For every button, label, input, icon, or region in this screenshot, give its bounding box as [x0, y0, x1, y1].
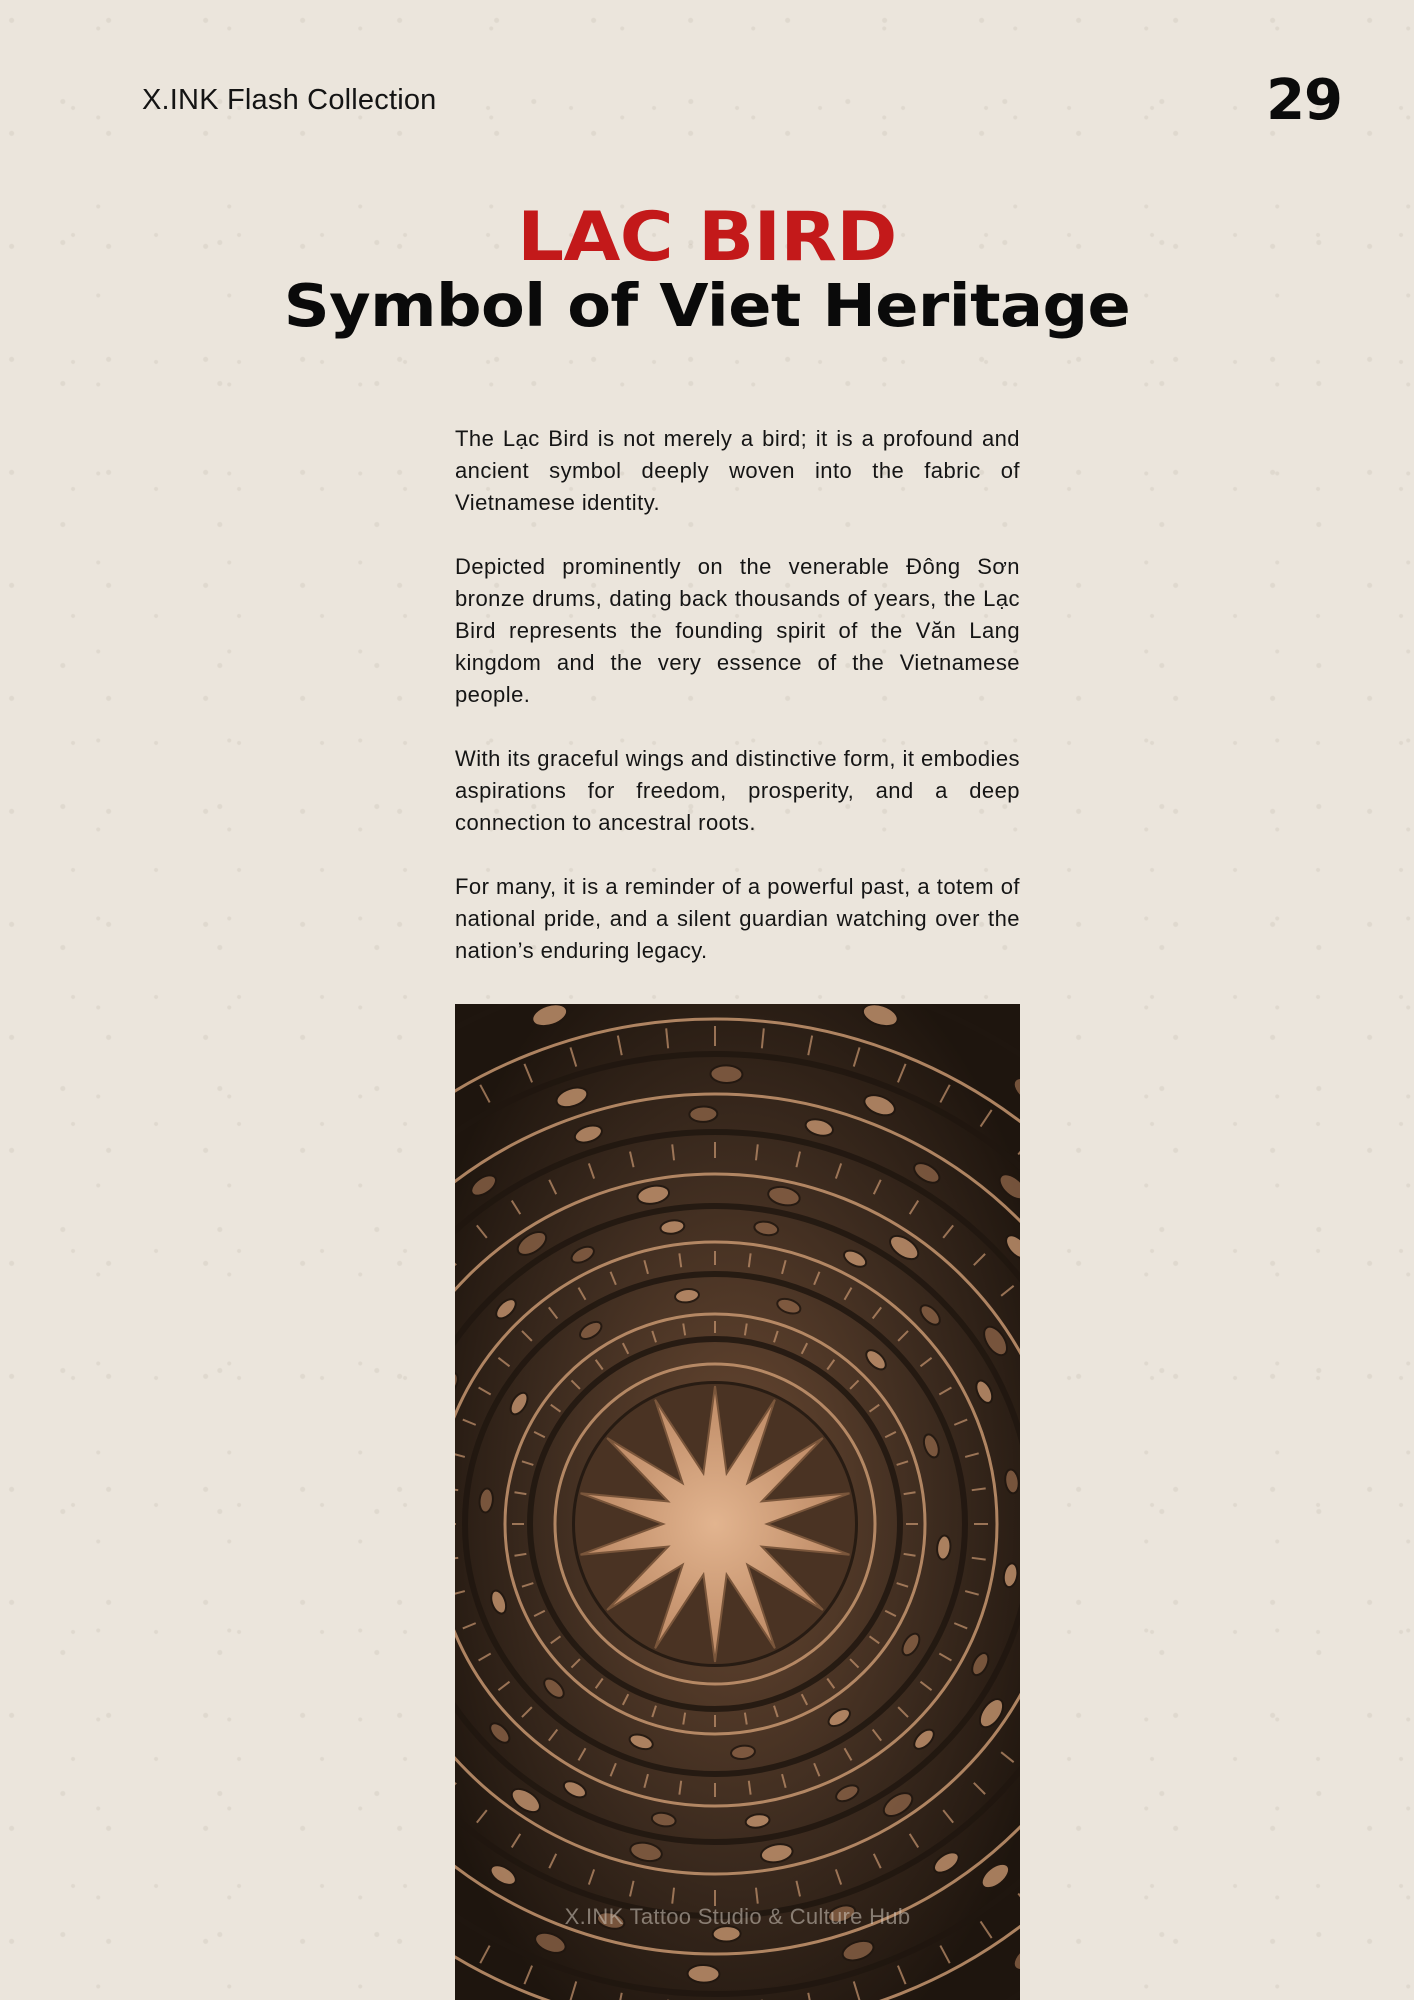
- image-watermark: X.INK Tattoo Studio & Culture Hub: [564, 1904, 911, 1929]
- collection-title: X.INK Flash Collection: [142, 84, 437, 116]
- paragraph-3: With its graceful wings and distinctive form, it embodies aspirations for freedom, prosperity, and a deep connection to ancestral roots.: [455, 746, 1020, 835]
- article-body: [455, 423, 1020, 999]
- paragraph-2: Depicted prominently on the venerable Đông Sơn bronze drums, dating back thousands of years, the Lạc Bird represents the founding spirit of the Văn Lang kingdom and the very essence of the Vietnamese people.: [455, 554, 1020, 707]
- page-title: [0, 198, 1414, 340]
- dong-son-drum-photo: [455, 1004, 1020, 2000]
- page-number: 29: [1266, 68, 1342, 133]
- paragraph-1: The Lạc Bird is not merely a bird; it is a profound and ancient symbol deeply woven into the fabric of Vietnamese identity.: [455, 426, 1020, 515]
- paragraph-4: For many, it is a reminder of a powerful past, a totem of national pride, and a silent guardian watching over the nation’s enduring legacy.: [455, 874, 1020, 963]
- title-main: LAC BIRD: [517, 198, 897, 277]
- bronze-drum-illustration: [455, 1004, 1020, 2000]
- title-subtitle: Symbol of Viet Heritage: [283, 271, 1131, 340]
